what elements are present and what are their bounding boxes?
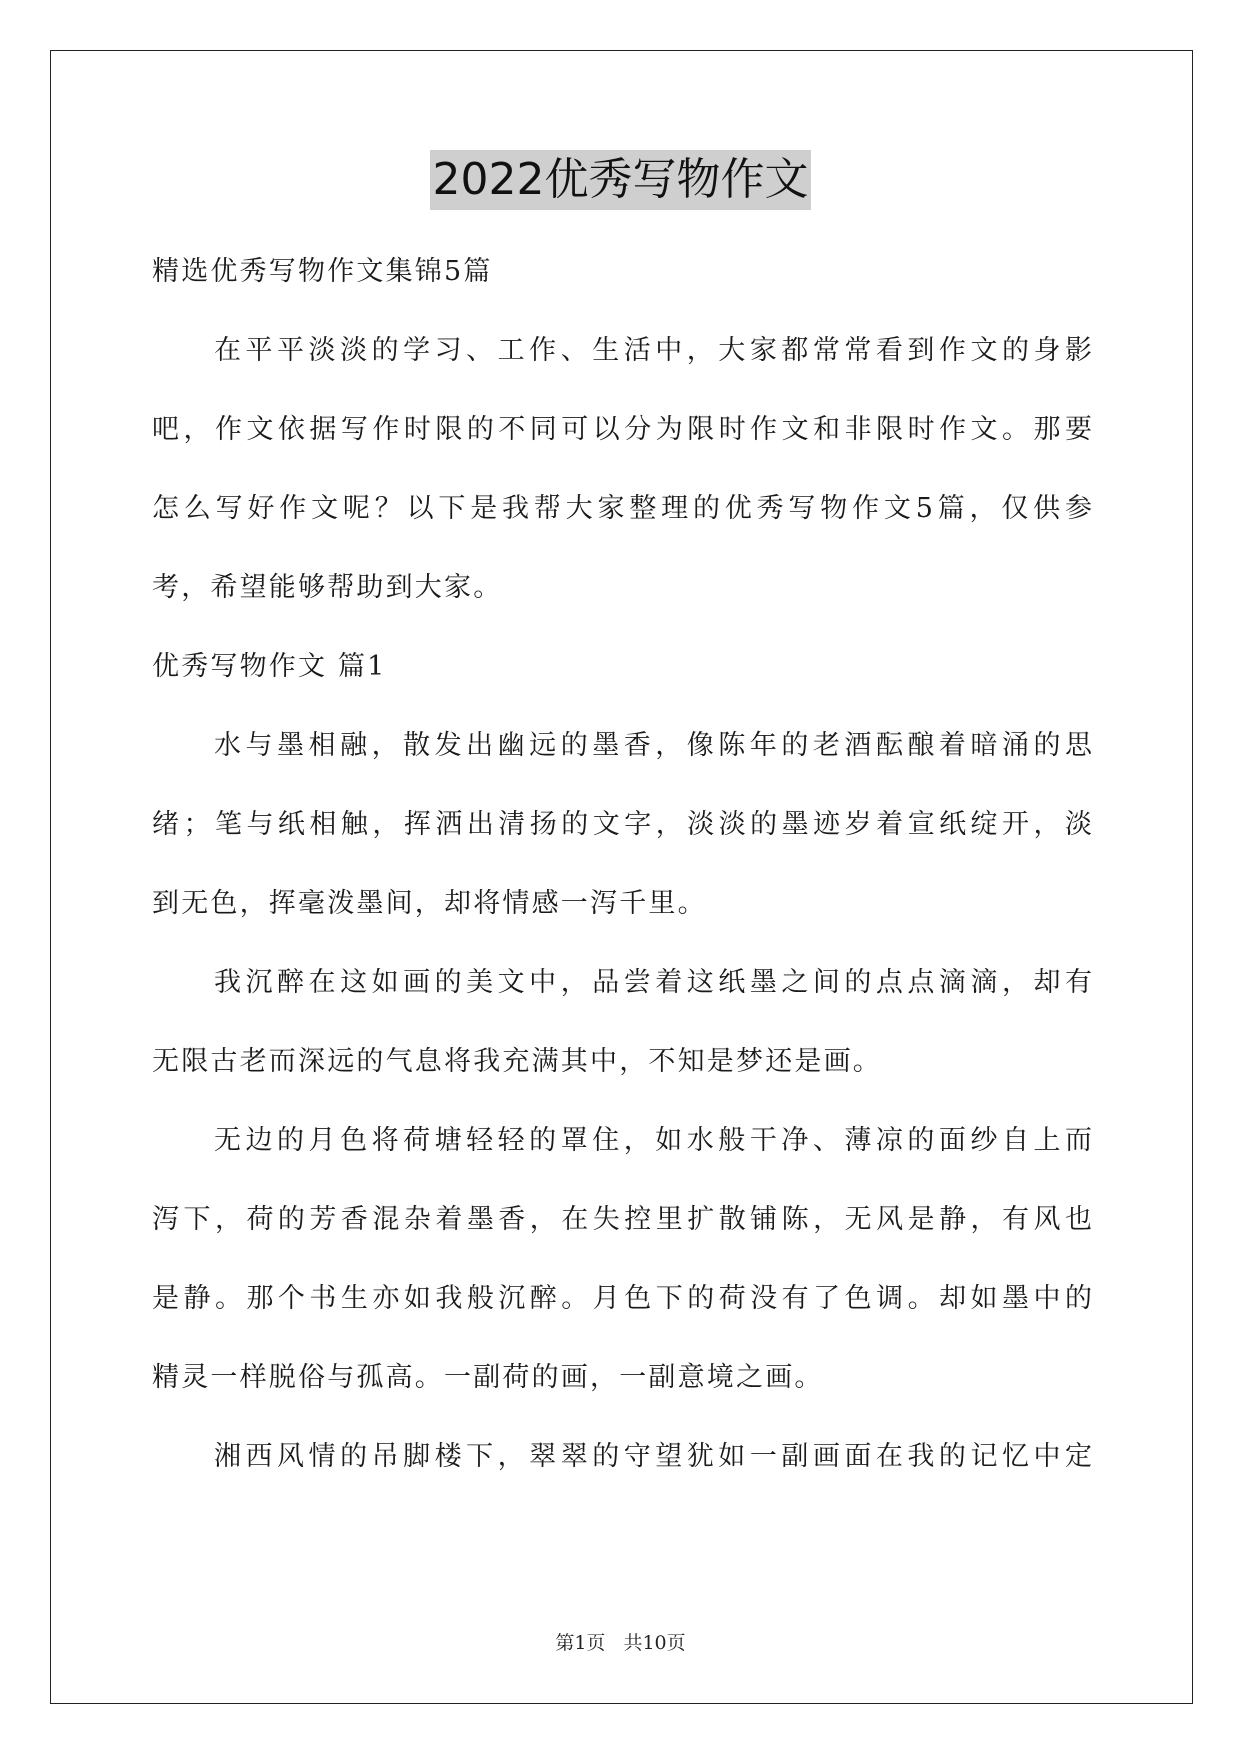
document-body: [152, 232, 1092, 1496]
text-line: 优秀写物作文 篇1: [152, 651, 387, 682]
text-line: 泻下，荷的芳香混杂着墨香，在失控里扩散铺陈，无风是静，有风也: [152, 1204, 1092, 1235]
text-line: 是静。那个书生亦如我般沉醉。月色下的荷没有了色调。却如墨中的: [152, 1283, 1092, 1314]
text-line: 无边的月色将荷塘轻轻的罩住，如水般干净、薄凉的面纱自上而: [214, 1125, 1092, 1156]
text-line: 到无色，挥毫泼墨间，却将情感一泻千里。: [152, 888, 707, 919]
text-line: 在平平淡淡的学习、工作、生活中，大家都常常看到作文的身影: [214, 335, 1092, 366]
text-line: 绪；笔与纸相触，挥洒出清扬的文字，淡淡的墨迹岁着宣纸绽开，淡: [152, 809, 1092, 840]
text-line: 精选优秀写物作文集锦5篇: [152, 256, 493, 287]
text-line: 怎么写好作文呢？以下是我帮大家整理的优秀写物作文5篇，仅供参: [152, 493, 1092, 524]
text-line: 吧，作文依据写作时限的不同可以分为限时作文和非限时作文。那要: [152, 414, 1092, 445]
document-title: 2022优秀写物作文: [430, 150, 812, 210]
text-line: 考，希望能够帮助到大家。: [152, 572, 503, 603]
text-line: 水与墨相融，散发出幽远的墨香，像陈年的老酒酝酿着暗涌的思: [214, 730, 1092, 761]
text-line: 我沉醉在这如画的美文中，品尝着这纸墨之间的点点滴滴，却有: [214, 967, 1092, 998]
page-footer: [0, 1628, 1241, 1655]
text-line: 精灵一样脱俗与孤高。一副荷的画，一副意境之画。: [152, 1362, 824, 1393]
text-line: 无限古老而深远的气息将我充满其中，不知是梦还是画。: [152, 1046, 882, 1077]
page-number: 第1页: [555, 1632, 606, 1654]
text-line: 湘西风情的吊脚楼下，翠翠的守望犹如一副画面在我的记忆中定: [214, 1441, 1092, 1472]
title-container: [0, 150, 1241, 210]
page-total: 共10页: [623, 1632, 686, 1654]
